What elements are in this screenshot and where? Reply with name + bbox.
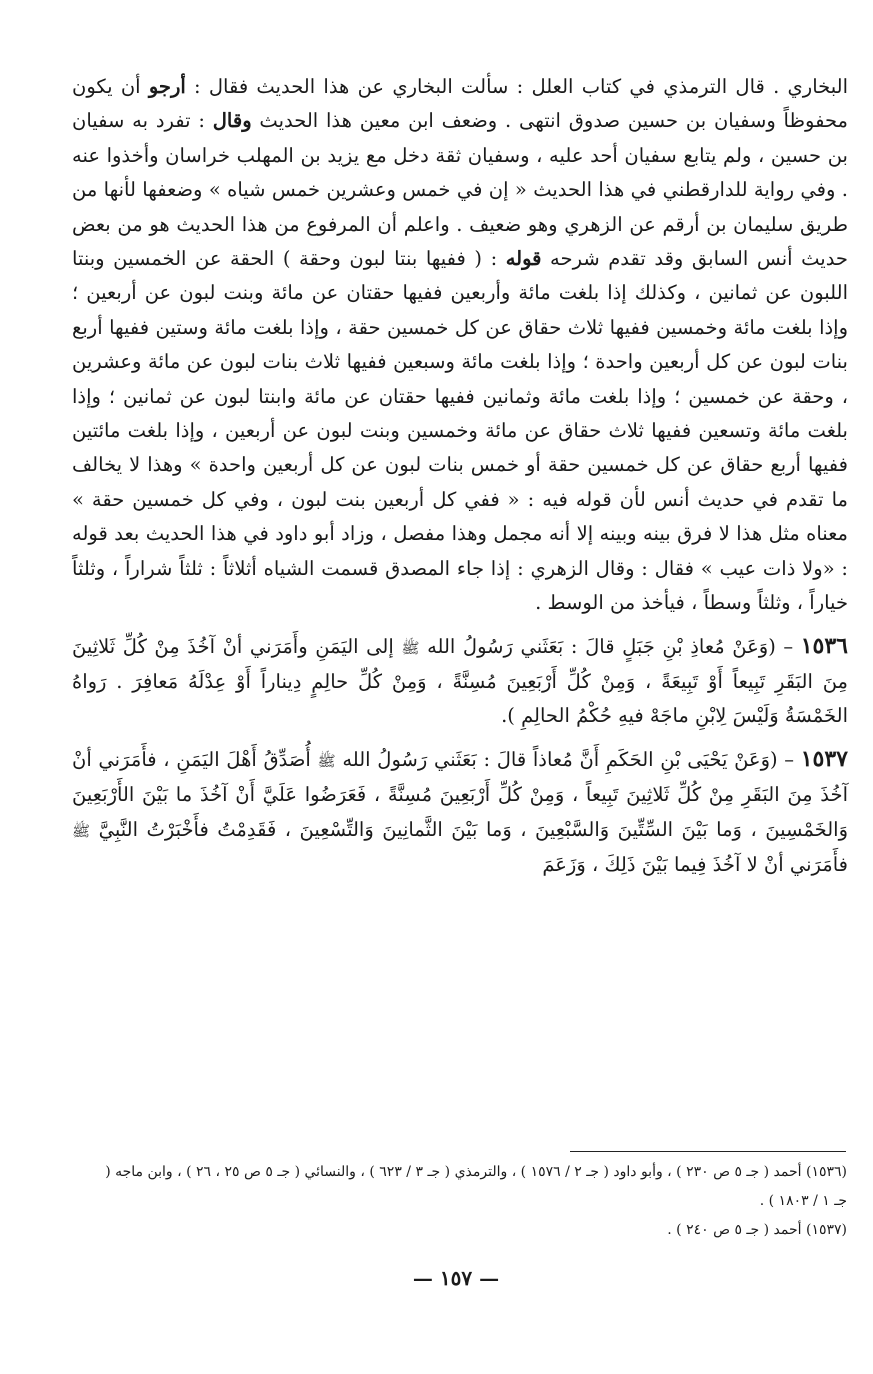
text-run: أن يكون محفوظاً وسفيان بن حسين صدوق انتهى . وضعف ابن معين هذا الحديث [72, 75, 848, 133]
hadith-text: – (وَعَنْ يَحْيَى بْنِ الحَكَمِ أَنَّ مُعاذاً قالَ : بَعَثَني رَسُولُ الله [335, 747, 801, 771]
hadith-number: ١٥٣٦ [800, 632, 848, 659]
footnote-1536: (١٥٣٦) أحمد ( جـ ٥ ص ٢٣٠ ) ، وأبو داود ( جـ ٢ / ١٥٧٦ ) ، والترمذي ( جـ ٣ / ٦٢٣ ) ، والنسائي ( جـ ٥ ص ٢٥ ، ٢٦ ) ، وابن ماجه ( جـ ١ / ١٨٠٣ ) . [105, 1164, 847, 1209]
hadith-text: أُصَدِّقُ أَهْلَ اليَمَنِ ، فأَمَرَني أنْ آخُذَ مِنَ البَقَرِ مِنْ كُلِّ ثَلاثِينَ تَبِيعاً ، وَمِنْ كُلِّ أَرْبَعِينَ مُسِنَّةً ، فَعَرَضُوا عَلَيَّ أَنْ آخُذَ ما بَيْنَ الأَرْبَعِينَ وَالخَمْسِينَ ، وَما بَيْنَ السِّتِّينَ وَالسَّبْعِينَ ، وَما بَيْنَ الثَّمانِينَ وَالتِّسْعِينَ ، فَقَدِمْتُ فأَخْبَرْتُ النَّبِيَّ [72, 747, 848, 841]
commentary-paragraph [72, 70, 848, 621]
page-number-value: ١٥٧ [439, 1266, 473, 1290]
text-run: : ( ففيها بنتا لبون وحقة ) الحقة عن الخمسين وبنتا اللبون عن ثمانين ، وكذلك إذا بلغت مائة وأربعين ففيها حقتان عن مائة وبنت لبون عن أربعين ؛ وإذا بلغت مائة وخمسين ففيها ثلاث حقاق عن كل خمسين حقة ، وإذا بلغت مائة وستين ففيها أربع بنات لبون عن كل أربعين واحدة ؛ وإذا بلغت مائة وسبعين ففيها ثلاث بنات لبون عن مائة وعشرين ، وحقة عن خمسين ؛ وإذا بلغت مائة وثمانين ففيها حقتان عن مائة وابنتا لبون عن ثمانين ؛ وإذا بلغت مائة وتسعين ففيها ثلاث حقاق عن مائة وخمسين وبنت لبون عن أربعين ، وإذا بلغت مائتين ففيها أربع حقاق عن كل خمسين حقة أو خمس بنات لبون عن كل أربعين واحدة » وهذا لا يخالف ما تقدم في حديث أنس لأن قوله فيه : « ففي كل أربعين بنت لبون ، وفي كل خمسين حقة » معناه مثل هذا لا فرق بينه وبينه إلا أنه مجمل وهذا مفصل ، وزاد أبو داود في هذا الحديث بعد قوله : «ولا ذات عيب » فقال : وقال الزهري : إذا جاء المصدق قسمت الشياه أثلاثاً : ثلثاً شراراً ، وثلثاً خياراً ، وثلثاً وسطاً ، فيأخذ من الوسط . [72, 247, 848, 615]
bold-keyword: أرجو [148, 75, 186, 98]
hadith-text: إلى اليَمَنِ وأَمَرَني أنْ آخُذَ مِنْ كُلِّ ثَلاثِينَ مِنَ البَقَرِ تَبِيعاً أَوْ تَبِيعَةً ، وَمِنْ كُلِّ أَرْبَعِينَ مُسِنَّةً ، وَمِنْ كُلِّ حالِمٍ دِيناراً أَوْ عِدْلَهُ مَعافِرَ . رَواهُ الخَمْسَةُ وَلَيْسَ لِابْنِ ماجَهْ فيهِ حُكْمُ الحالِمِ ). [72, 634, 848, 728]
text-run: : تفرد به سفيان بن حسين ، ولم يتابع سفيان أحد عليه ، وسفيان ثقة دخل مع يزيد بن المهلب خراسان وأخذوا عنه . وفي رواية للدارقطني في هذا الحديث « إن في خمس وعشرين خمس شياه » وضعفها لأنها من طريق سليمان بن أرقم عن الزهري وهو ضعيف . واعلم أن المرفوع من هذا الحديث هو من بعض حديث أنس السابق وقد تقدم شرحه [72, 109, 848, 271]
salutation-glyph: ﷺ [401, 638, 420, 657]
footnote-divider [570, 1151, 846, 1152]
hadith-1537 [72, 742, 848, 883]
page-number: — ١٥٧ — [412, 1266, 500, 1290]
salutation-glyph: ﷺ [72, 821, 91, 840]
main-text [72, 70, 848, 882]
hadith-text: – (وَعَنْ مُعاذِ بْنِ جَبَلٍ قالَ : بَعَثَني رَسُولُ الله [419, 634, 801, 658]
bold-keyword: وقال [212, 109, 252, 133]
bold-keyword: قوله [505, 247, 542, 271]
footnote-1537: (١٥٣٧) أحمد ( جـ ٥ ص ٢٤٠ ) . [667, 1222, 847, 1238]
hadith-1536 [72, 629, 848, 734]
salutation-glyph: ﷺ [317, 751, 336, 770]
hadith-number: ١٥٣٧ [800, 745, 848, 772]
footnotes [92, 1158, 847, 1245]
text-run: البخاري . قال الترمذي في كتاب العلل : سألت البخاري عن هذا الحديث فقال : [185, 75, 848, 98]
hadith-text: فأَمَرَني أنْ لا آخُذَ فِيما بَيْنَ ذَلِكَ ، وَزَعَمَ [542, 852, 848, 876]
